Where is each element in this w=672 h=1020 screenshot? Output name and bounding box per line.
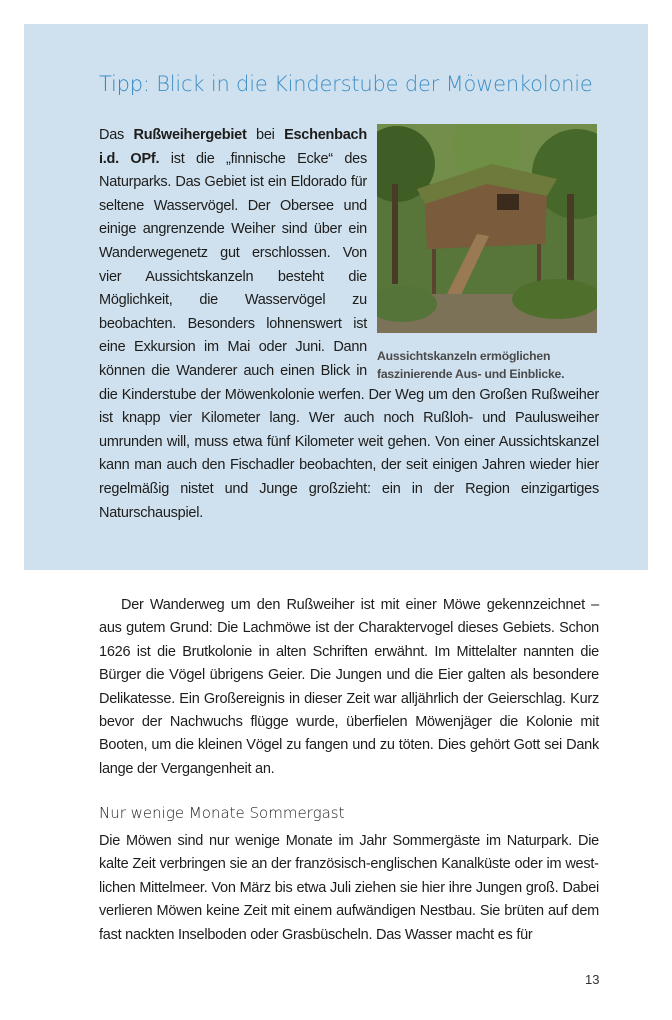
tip-title <box>99 72 593 96</box>
body-paragraph-1: Der Wanderweg um den Rußweiher ist mit einer Möwe gekennzeichnet – aus gutem Grund: Die Lachmöwe ist der Charaktervogel dieses Gebiets. Schon 1626 ist die Brutkolonie in alten Schriften erwähnt. Im Mittelalter nannten die Bürger die Vögel übrigens Geier. Die Jungen und die Eier galten als besondere Delikatesse. Ein Großereignis in dieser Zeit war alljährlich der Geierschlag. Kurz bevor der Nachwuchs flügge wurde, überfielen Möwenjäger die Kolonie mit Booten, um die kleinen Vögel zu fangen und zu töten. Dies gehört Gott sei Dank lange der Vergangenheit an. <box>99 597 599 777</box>
place-name-eschenbach: Eschenbach i.d. OPf. <box>99 127 367 167</box>
observation-tower-photo <box>377 124 597 333</box>
photo-caption: Aussichtskanzeln ermöglichen faszinierende Aus- und Einblicke. <box>377 349 565 381</box>
body-paragraph-2: Die Möwen sind nur wenige Monate im Jahr Sommergäste im Naturpark. Die kalte Zeit verbringen sie an der französisch-englischen Kanalküste oder im westlichen Mittelmeer. Von März bis etwa Juli ziehen sie hier ihre Jungen groß. Dabei verlieren Möwen keine Zeit mit einem aufwändigen Nestbau. Sie brüten auf dem fast nackten Inselboden oder Grasbüscheln. Das Wasser macht es für <box>99 833 599 943</box>
photo-illustration <box>377 124 597 333</box>
tip-text-intro: Das <box>99 127 134 143</box>
section-subheading: Nur wenige Monate Sommergast <box>99 804 345 822</box>
tip-text-connector: bei <box>246 127 285 143</box>
page-number: 13 <box>585 972 600 987</box>
tip-title-text: Blick in die Kinderstube der Möwenkolonie <box>149 72 593 96</box>
tip-paragraph <box>99 124 599 525</box>
tip-figure <box>377 124 599 382</box>
tip-title-lead: Tipp: <box>99 72 150 96</box>
place-name-russweihergebiet: Rußweihergebiet <box>133 127 247 143</box>
tip-text-rest: ist die „finnische Ecke“ des Naturparks. Das Gebiet ist ein Eldorado für seltene Wasservögel. Der Obersee und einige angrenzende Weiher sind über ein Wanderwegenetz gut erschlossen. Von vier Aussichtskanzeln besteht die Möglichkeit, die Wasservögel zu beobachten. Besonders lohnenswert ist eine Exkursion im Mai oder Juni. Dann können die Wanderer auch einen Blick in die Kinderstube der Möwenkolonie werfen. Der Weg um den Großen Rußweiher ist knapp vier Kilometer lang. Wer auch noch Rußloh- und Paulusweiher umrunden will, muss etwa fünf Kilometer weit gehen. Von einer Aussichtskanzel kann man auch den Fischadler beobachten, der seit einigen Jahren wieder hier regelmäßig nistet und Junge großzieht: ein in der Region einzigartiges Naturschauspiel. <box>99 150 599 521</box>
